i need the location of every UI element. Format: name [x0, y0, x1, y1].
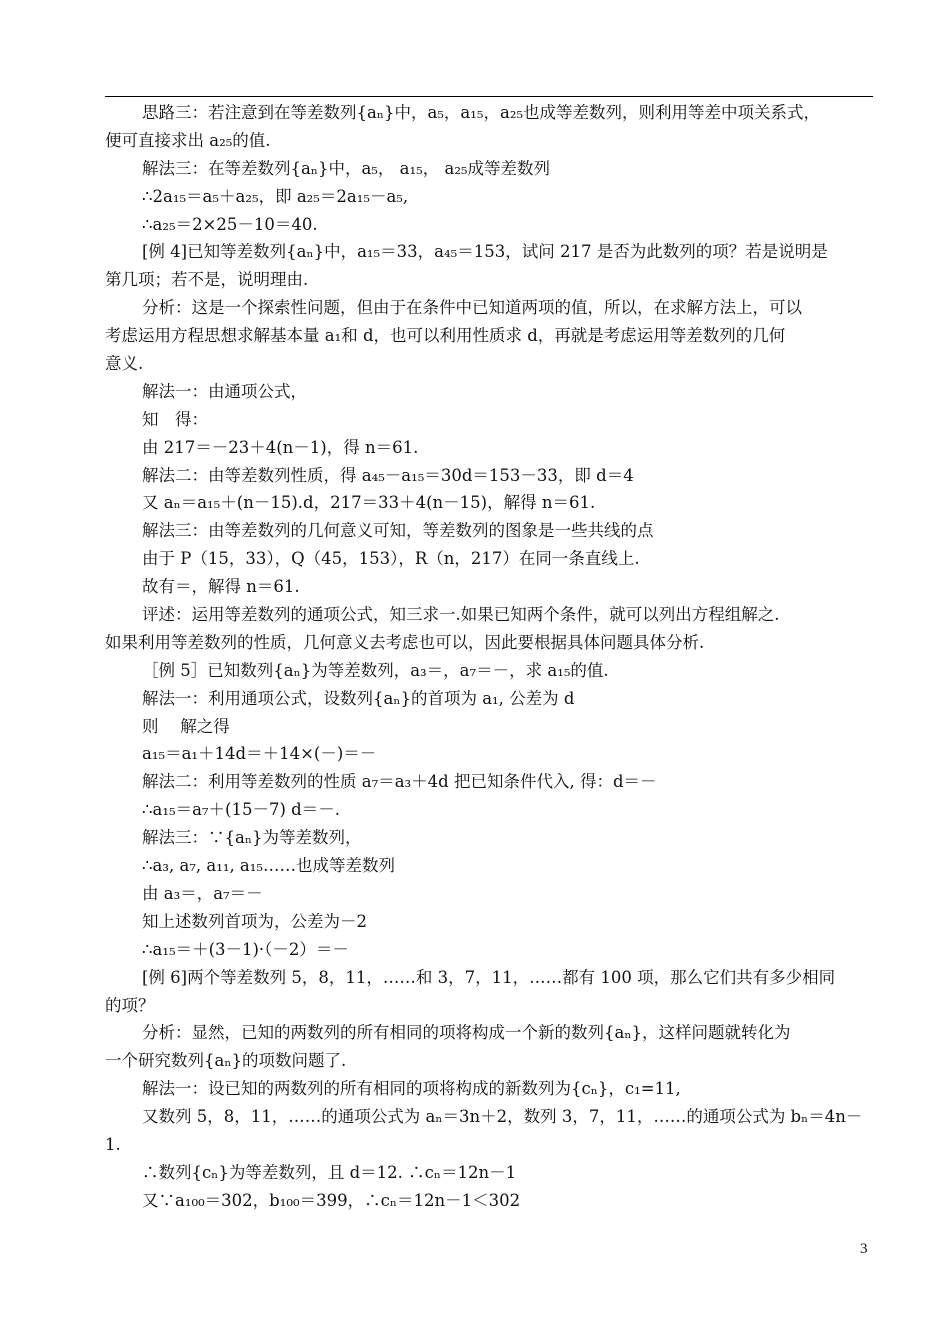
text-line: a₁₅＝a₁＋14d＝＋14×(－)＝－ — [142, 744, 377, 764]
text-line: 知上述数列首项为，公差为－2 — [142, 911, 367, 931]
text-line: ∴数列{cₙ}为等差数列，且 d＝12. ∴cₙ＝12n－1 — [142, 1162, 517, 1182]
text-line: 如果利用等差数列的性质，几何意义去考虑也可以，因此要根据具体问题具体分析. — [105, 632, 705, 652]
text-line: 由于 P（15，33），Q（45，153），R（n，217）在同一条直线上. — [142, 549, 640, 569]
text-line: 考虑运用方程思想求解基本量 a₁和 d，也可以利用性质求 d，再就是考虑运用等差数列的几何 — [105, 326, 786, 346]
text-line: 故有＝，解得 n＝61. — [142, 577, 300, 597]
text-line: 解法一：设已知的两数列的所有相同的项将构成的新数列为{cₙ}，c₁=11, — [142, 1079, 681, 1099]
text-line: 解法二：由等差数列性质，得 a₄₅－a₁₅＝30d＝153－33，即 d＝4 — [142, 465, 634, 485]
text-line: 解法三：在等差数列{aₙ}中，a₅， a₁₅， a₂₅成等差数列 — [142, 158, 551, 178]
text-line: 解法三：∵{aₙ}为等差数列， — [142, 828, 362, 848]
text-line: 分析：这是一个探索性问题，但由于在条件中已知道两项的值，所以，在求解方法上，可以 — [142, 298, 802, 318]
text-line: 由 a₃＝，a₇＝－ — [142, 883, 263, 903]
text-line: 由 217＝－23＋4(n－1)，得 n＝61. — [142, 437, 419, 457]
text-line: 解法三：由等差数列的几何意义可知，等差数列的图象是一些共线的点 — [142, 521, 654, 541]
text-line: 又 aₙ＝a₁₅＋(n－15).d，217＝33＋4(n－15)，解得 n＝61. — [142, 493, 596, 513]
text-line: ∴2a₁₅＝a₅＋a₂₅，即 a₂₅＝2a₁₅－a₅, — [142, 186, 409, 206]
text-line: 又∵a₁₀₀＝302，b₁₀₀＝399，∴cₙ＝12n－1＜302 — [142, 1190, 521, 1210]
page-body — [105, 99, 873, 1215]
example-4-heading: [例 4]已知等差数列{aₙ}中，a₁₅＝33，a₄₅＝153，试问 217 是否为此数列的项？若是说明是 — [142, 242, 828, 262]
text-line: 便可直接求出 a₂₅的值. — [105, 130, 271, 150]
example-6-heading: [例 6]两个等差数列 5，8，11，……和 3，7，11，……都有 100 项，那么它们共有多少相同 — [142, 967, 836, 987]
text-line: 思路三：若注意到在等差数列{aₙ}中，a₅，a₁₅，a₂₅也成等差数列，则利用等差中项关系式， — [142, 103, 821, 122]
text-line: 解法一：利用通项公式，设数列{aₙ}的首项为 a₁, 公差为 d — [142, 688, 575, 708]
text-line: 知 得： — [142, 409, 208, 429]
page-number: 3 — [860, 1241, 868, 1257]
header-rule — [105, 96, 873, 97]
text-line: 一个研究数列{aₙ}的项数问题了. — [105, 1051, 347, 1071]
text-line: 解法二：利用等差数列的性质 a₇＝a₃＋4d 把已知条件代入, 得：d＝－ — [142, 772, 657, 792]
text-line: 1. — [105, 1134, 121, 1154]
text-line: 评述：运用等差数列的通项公式，知三求一.如果已知两个条件，就可以列出方程组解之. — [142, 605, 780, 625]
text-line: 第几项；若不是，说明理由. — [105, 270, 309, 290]
text-line: ∴a₁₅＝＋(3－1)·（－2）＝－ — [142, 939, 349, 959]
text-line: ∴a₁₅＝a₇＋(15－7) d＝－. — [142, 800, 340, 820]
example-5-heading: ［例 5］已知数列{aₙ}为等差数列，a₃＝，a₇＝－，求 a₁₅的值. — [142, 660, 609, 680]
text-line: 则 解之得 — [142, 716, 230, 736]
text-line: 解法一：由通项公式， — [142, 381, 307, 401]
text-line: 意义. — [105, 354, 144, 374]
text-line: ∴a₃, a₇, a₁₁, a₁₅……也成等差数列 — [142, 856, 396, 876]
text-line: 又数列 5，8，11，……的通项公式为 aₙ＝3n＋2，数列 3，7，11，……的通项公式为 bₙ＝4n－ — [142, 1107, 863, 1127]
text-line: 的项？ — [105, 995, 155, 1015]
text-line: ∴a₂₅＝2×25－10＝40. — [142, 214, 318, 234]
text-line: 分析：显然，已知的两数列的所有相同的项将构成一个新的数列{aₙ}，这样问题就转化为 — [142, 1023, 791, 1043]
